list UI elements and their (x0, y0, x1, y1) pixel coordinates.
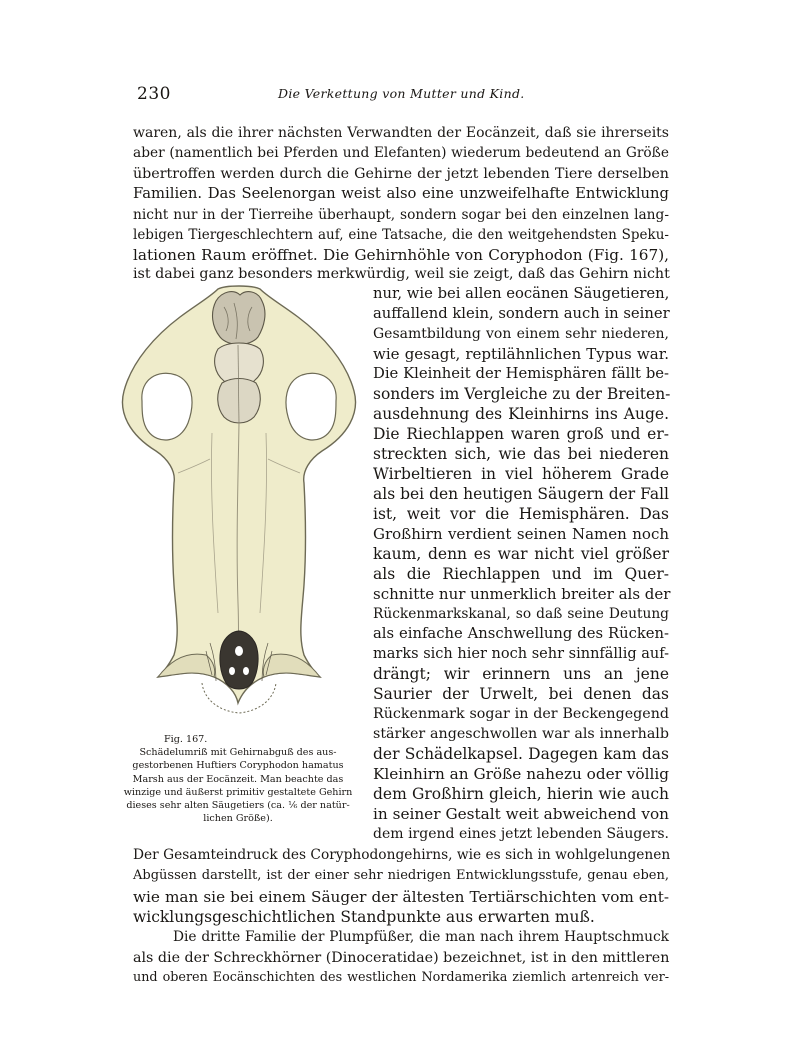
text-line: dem irgend eines jetzt lebenden Säugers. (373, 826, 669, 842)
text-line: lationen Raum eröffnet. Die Gehirnhöhle von Coryphodon (Fig. 167), (133, 246, 669, 264)
text-line: in seiner Gestalt weit abweichend von (373, 805, 669, 823)
text-line: auffallend klein, sondern auch in seiner (373, 305, 670, 322)
skull-illustration (118, 283, 360, 728)
text-line: Familien. Das Seelenorgan weist also eine unzweifelhafte Entwicklung (133, 185, 669, 202)
text-line: aber (namentlich bei Pferden und Elefanten) wiederum bedeutend an Größe (133, 145, 669, 161)
text-line: als bei den heutigen Säugern der Fall (373, 485, 669, 503)
text-line: und oberen Eocänschichten des westlichen Nordamerika ziemlich artenreich ver- (133, 970, 669, 985)
text-line: Abgüssen darstellt, ist der einer sehr niedrigen Entwicklungsstufe, genau eben, (133, 868, 669, 883)
text-line: wie man sie bei einem Säuger der ältesten Tertiärschichten vom ent- (133, 888, 669, 906)
text-line: wicklungsgeschichtlichen Standpunkte aus erwarten muß. (133, 908, 595, 926)
text-line: Gesamtbildung von einem sehr niederen, (373, 326, 669, 342)
running-head (0, 84, 800, 110)
figure-label: Fig. 167. (164, 734, 208, 745)
text-line: dem Großhirn gleich, hierin wie auch (373, 785, 669, 803)
caption-line: gestorbenen Huftiers Coryphodon hamatus (132, 760, 344, 772)
skull-figure (118, 283, 360, 728)
text-line: nicht nur in der Tierreihe überhaupt, sondern sogar bei den einzelnen lang- (133, 207, 669, 223)
text-line: Rückenmarkskanal, so daß seine Deutung (373, 606, 669, 622)
text-line: wie gesagt, reptilähnlichen Typus war. (373, 345, 669, 363)
caption-line: Schädelumriß mit Gehirnabguß des aus- (139, 747, 337, 759)
text-line: waren, als die ihrer nächsten Verwandten der Eocänzeit, daß sie ihrerseits (133, 125, 669, 141)
text-line: Großhirn verdient seinen Namen noch (373, 525, 669, 543)
caption-line: lichen Größe). (203, 813, 273, 825)
caption-line: dieses sehr alten Säugetiers (ca. ⅙ der natür- (126, 800, 350, 812)
text-line: ausdehnung des Kleinhirns ins Auge. (373, 405, 669, 423)
text-line: marks sich hier noch sehr sinnfällig auf- (373, 646, 669, 662)
text-line: als die der Schreckhörner (Dinoceratidae) bezeichnet, ist in den mittleren (133, 950, 670, 966)
text-line: nur, wie bei allen eocänen Säugetieren, (373, 285, 670, 302)
text-line: Die dritte Familie der Plumpfüßer, die man nach ihrem Hauptschmuck (173, 929, 669, 945)
text-line: schnitte nur unmerklich breiter als der (373, 585, 671, 603)
text-line: lebigen Tiergeschlechtern auf, eine Tatsache, die den weitgehendsten Speku- (133, 227, 669, 243)
text-line: streckten sich, wie das bei niederen (373, 445, 669, 463)
text-line: Die Riechlappen waren groß und er- (373, 425, 669, 443)
text-line: Der Gesamteindruck des Coryphodongehirns, wie es sich in wohlgelungenen (133, 847, 671, 863)
text-line: der Schädelkapsel. Dagegen kam das (373, 745, 669, 763)
running-title: Die Verkettung von Mutter und Kind. (278, 86, 525, 101)
text-line: sonders im Vergleiche zu der Breiten- (373, 385, 671, 403)
text-line: Saurier der Urwelt, bei denen das (373, 685, 669, 703)
text-line: drängt; wir erinnern uns an jene (373, 665, 669, 683)
text-line: stärker angeschwollen war als innerhalb (373, 726, 669, 742)
caption-line: Marsh aus der Eocänzeit. Man beachte das (132, 773, 344, 785)
text-line: als die Riechlappen und im Quer- (373, 565, 669, 583)
text-line: ist, weit vor die Hemisphären. Das (373, 505, 669, 523)
text-line: Die Kleinheit der Hemisphären fällt be- (373, 365, 669, 382)
text-line: ist dabei ganz besonders merkwürdig, weil sie zeigt, daß das Gehirn nicht (133, 266, 670, 282)
caption-line: winzige und äußerst primitiv gestaltete Gehirn (123, 786, 353, 798)
figure-caption (120, 733, 356, 825)
text-line: Kleinhirn an Größe nahezu oder völlig (373, 765, 669, 783)
text-line: übertroffen werden durch die Gehirne der jetzt lebenden Tiere derselben (133, 166, 669, 182)
text-line: als einfache Anschwellung des Rücken- (373, 625, 669, 642)
text-line: Rückenmark sogar in der Beckengegend (373, 706, 669, 722)
text-line: kaum, denn es war nicht viel größer (373, 545, 669, 563)
text-line: Wirbeltieren in viel höherem Grade (373, 465, 669, 483)
page-number: 230 (137, 84, 171, 104)
